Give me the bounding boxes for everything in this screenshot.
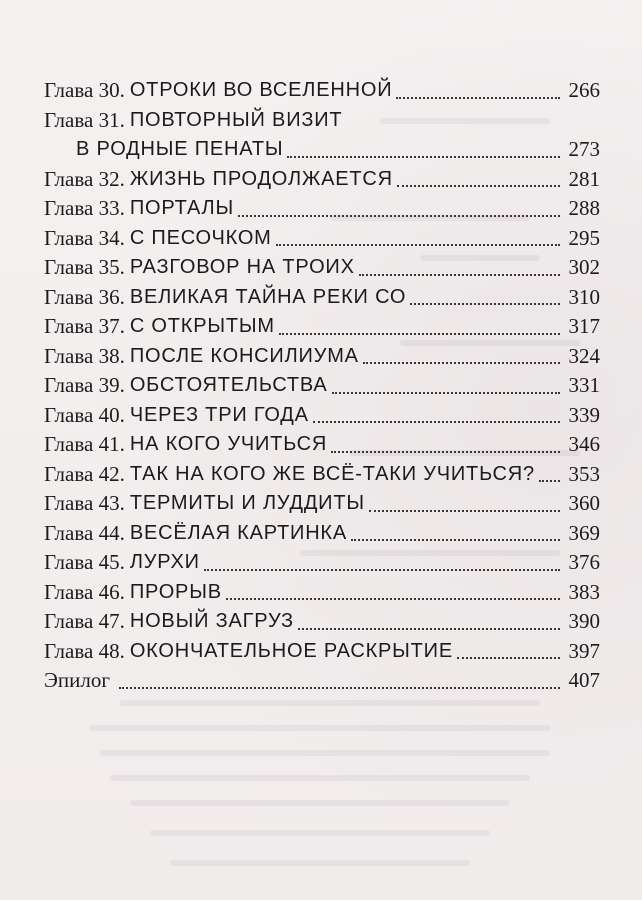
chapter-number: Глава 38. (44, 343, 125, 368)
chapter-number: Глава 45. (44, 550, 125, 574)
page-number: 302 (568, 255, 600, 279)
toc-entry (44, 283, 600, 313)
chapter-title: ТЕРМИТЫ И ЛУДДИТЫ (129, 492, 365, 514)
chapter-number: Глава 42. (44, 461, 125, 486)
dot-leader (226, 598, 560, 600)
chapter-title: ОКОНЧАТЕЛЬНОЕ РАСКРЫТИЕ (129, 639, 453, 662)
page-number: 273 (568, 137, 600, 161)
chapter-title: ВЕЛИКАЯ ТАЙНА РЕКИ СО (129, 285, 407, 308)
chapter-title: ЧЕРЕЗ ТРИ ГОДА (129, 403, 309, 426)
chapter-title: РАЗГОВОР НА ТРОИХ (129, 256, 355, 278)
dot-leader (359, 274, 560, 276)
toc-entry (44, 548, 600, 578)
toc-entry (44, 312, 600, 342)
dot-leader (331, 451, 560, 453)
chapter-title: ОБСТОЯТЕЛЬСТВА (129, 374, 328, 396)
chapter-number: Глава 35. (44, 255, 125, 279)
toc-entry (44, 401, 600, 431)
page-number: 346 (568, 432, 600, 456)
chapter-number: Глава 34. (44, 225, 125, 250)
toc-entry (44, 224, 600, 254)
chapter-number: Глава 39. (44, 373, 125, 397)
chapter-number: Глава 32. (44, 166, 125, 191)
dot-leader (204, 569, 560, 571)
table-of-contents (44, 76, 600, 696)
page-number: 317 (568, 314, 600, 338)
chapter-title: ОТРОКИ ВО ВСЕЛЕННОЙ (129, 79, 393, 101)
chapter-title: ЛУРХИ (129, 551, 200, 573)
chapter-number: Глава 40. (44, 402, 125, 427)
dot-leader (287, 156, 560, 158)
dot-leader (332, 392, 560, 394)
toc-entry (44, 607, 600, 637)
chapter-title: ТАК НА КОГО ЖЕ ВСЁ-ТАКИ УЧИТЬСЯ? (129, 462, 535, 485)
page-number: 266 (568, 78, 600, 102)
dot-leader (119, 687, 560, 689)
dot-leader (363, 362, 560, 364)
page-number: 288 (568, 196, 600, 220)
dot-leader (539, 480, 560, 482)
chapter-number: Глава 44. (44, 520, 125, 545)
chapter-title: ПОРТАЛЫ (129, 197, 234, 219)
page-number: 281 (568, 166, 600, 191)
dot-leader (457, 657, 560, 659)
epilogue-label: Эпилог (44, 668, 110, 692)
page-number: 369 (568, 520, 600, 545)
chapter-title: С ПЕСОЧКОМ (129, 226, 272, 249)
toc-entry (44, 460, 600, 490)
toc-entry (44, 371, 600, 401)
dot-leader (396, 97, 560, 99)
toc-entry (44, 637, 600, 667)
chapter-title: ЖИЗНЬ ПРОДОЛЖАЕТСЯ (129, 167, 393, 190)
page-number: 360 (568, 491, 600, 515)
toc-entry (44, 578, 600, 608)
dot-leader (410, 303, 560, 305)
page-number: 331 (568, 373, 600, 397)
chapter-title: ПОСЛЕ КОНСИЛИУМА (129, 344, 359, 367)
chapter-title: ВЕСЁЛАЯ КАРТИНКА (129, 521, 348, 544)
dot-leader (369, 510, 560, 512)
page-number: 390 (568, 609, 600, 633)
toc-entry (44, 489, 600, 519)
chapter-title: НОВЫЙ ЗАГРУЗ (129, 610, 294, 632)
dot-leader (279, 333, 560, 335)
toc-entry (44, 253, 600, 283)
page-number: 376 (568, 550, 600, 574)
dot-leader (238, 215, 560, 217)
dot-leader (276, 244, 560, 246)
dot-leader (397, 185, 560, 187)
chapter-number: Глава 46. (44, 579, 125, 604)
toc-entry (44, 165, 600, 195)
toc-entry (44, 106, 600, 165)
chapter-number: Глава 47. (44, 609, 125, 633)
chapter-title: ПРОРЫВ (129, 580, 222, 603)
toc-entry (44, 666, 600, 696)
chapter-number: Глава 48. (44, 638, 125, 663)
toc-entry (44, 76, 600, 106)
dot-leader (351, 539, 560, 541)
chapter-title: НА КОГО УЧИТЬСЯ (129, 433, 328, 455)
dot-leader (298, 628, 560, 630)
chapter-title: ПОВТОРНЫЙ ВИЗИТ (129, 108, 343, 131)
chapter-number: Глава 37. (44, 314, 125, 338)
chapter-title: С ОТКРЫТЫМ (129, 315, 275, 337)
chapter-number: Глава 30. (44, 78, 125, 102)
page-number: 310 (568, 284, 600, 309)
chapter-number: Глава 31. (44, 107, 125, 132)
toc-entry (44, 194, 600, 224)
chapter-title-continued: В РОДНЫЕ ПЕНАТЫ (76, 138, 284, 160)
chapter-number: Глава 41. (44, 432, 125, 456)
chapter-number: Глава 36. (44, 284, 125, 309)
page-number: 295 (568, 225, 600, 250)
chapter-number: Глава 43. (44, 491, 125, 515)
toc-entry (44, 430, 600, 460)
page-number: 339 (568, 402, 600, 427)
toc-entry (44, 519, 600, 549)
page-number: 407 (568, 668, 600, 692)
page-number: 353 (568, 461, 600, 486)
toc-entry (44, 342, 600, 372)
page-number: 324 (568, 343, 600, 368)
dot-leader (313, 421, 560, 423)
page-number: 383 (568, 579, 600, 604)
page-number: 397 (568, 638, 600, 663)
chapter-number: Глава 33. (44, 196, 125, 220)
